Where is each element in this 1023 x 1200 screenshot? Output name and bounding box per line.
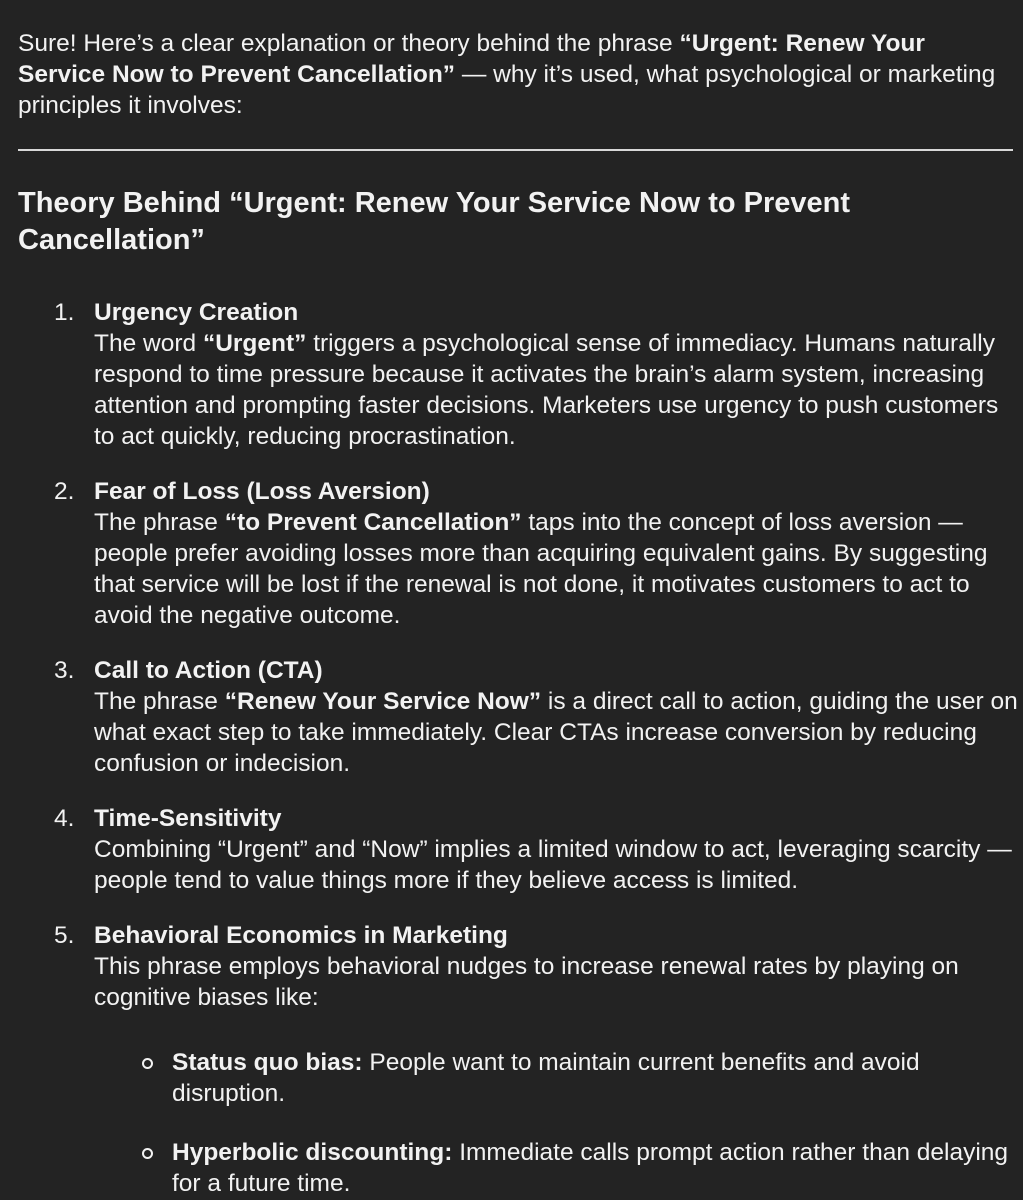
intro-paragraph bbox=[18, 28, 1018, 121]
list-item-4 bbox=[18, 803, 1023, 896]
item-body-text: The word bbox=[94, 330, 203, 357]
item-title: Behavioral Economics in Marketing bbox=[94, 922, 508, 949]
item-title: Fear of Loss (Loss Aversion) bbox=[94, 478, 430, 505]
list-item-1 bbox=[18, 297, 1023, 452]
item-title: Call to Action (CTA) bbox=[94, 657, 323, 684]
bias-item-hyperbolic bbox=[94, 1137, 1022, 1199]
item-number: 2. bbox=[54, 478, 75, 505]
item-title: Urgency Creation bbox=[94, 299, 299, 326]
item-body-text: is a direct call to action, guiding the user on what exact step to take immediately. Clear CTAs increase conversion by reducing confusion or indecision. bbox=[94, 688, 1018, 777]
bias-description: People want to maintain current benefits and avoid disruption. bbox=[172, 1049, 920, 1107]
hollow-bullet-icon bbox=[142, 1058, 153, 1069]
bias-term: Hyperbolic discounting: bbox=[172, 1139, 453, 1166]
item-body-emphasis: “Renew Your Service Now” bbox=[224, 688, 542, 715]
item-number: 3. bbox=[54, 657, 75, 684]
item-body-text: taps into the concept of loss aversion — people prefer avoiding losses more than acquiring equivalent gains. By suggesting that service will be lost if the renewal is not done, it motivates customers to act to avoid the negative outcome. bbox=[94, 509, 988, 629]
intro-phrase: “Urgent: Renew Your Service Now to Prevent Cancellation” bbox=[18, 30, 925, 88]
item-body-emphasis: “to Prevent Cancellation” bbox=[224, 509, 522, 536]
item-body bbox=[94, 686, 1023, 779]
item-number: 1. bbox=[54, 299, 75, 326]
intro-prefix: Sure! Here’s a clear explanation or theory behind the phrase bbox=[18, 30, 680, 57]
item-title: Time-Sensitivity bbox=[94, 805, 282, 832]
intro-suffix: — why it’s used, what psychological or marketing principles it involves: bbox=[18, 61, 996, 119]
item-body-text: The phrase bbox=[94, 688, 225, 715]
hollow-bullet-icon bbox=[142, 1148, 153, 1159]
item-body bbox=[94, 507, 1023, 631]
list-item-5 bbox=[18, 920, 1023, 1199]
item-body-emphasis: “Urgent” bbox=[202, 330, 307, 357]
bias-term: Status quo bias: bbox=[172, 1049, 363, 1076]
bias-description: Immediate calls prompt action rather than delaying for a future time. bbox=[172, 1139, 1009, 1197]
horizontal-divider bbox=[18, 149, 1013, 151]
section-heading: Theory Behind “Urgent: Renew Your Service Now to Prevent Cancellation” bbox=[18, 187, 851, 256]
bias-list bbox=[94, 1047, 1023, 1199]
list-item-2 bbox=[18, 476, 1023, 631]
item-body: Combining “Urgent” and “Now” implies a limited window to act, leveraging scarcity — people tend to value things more if they believe access is limited. bbox=[94, 836, 1012, 894]
item-number: 4. bbox=[54, 805, 75, 832]
list-item-3 bbox=[18, 655, 1023, 779]
item-body-text: The phrase bbox=[94, 509, 225, 536]
item-body-text: triggers a psychological sense of immediacy. Humans naturally respond to time pressure because it activates the brain’s alarm system, increasing attention and prompting faster decisions. Marketers use urgency to push customers to act quickly, reducing procrastination. bbox=[94, 330, 999, 450]
item-body: This phrase employs behavioral nudges to increase renewal rates by playing on cognitive biases like: bbox=[94, 953, 959, 1011]
item-number: 5. bbox=[54, 922, 75, 949]
bias-item-status-quo bbox=[94, 1047, 1022, 1109]
item-body bbox=[94, 328, 1023, 452]
theory-list bbox=[18, 297, 1023, 1199]
